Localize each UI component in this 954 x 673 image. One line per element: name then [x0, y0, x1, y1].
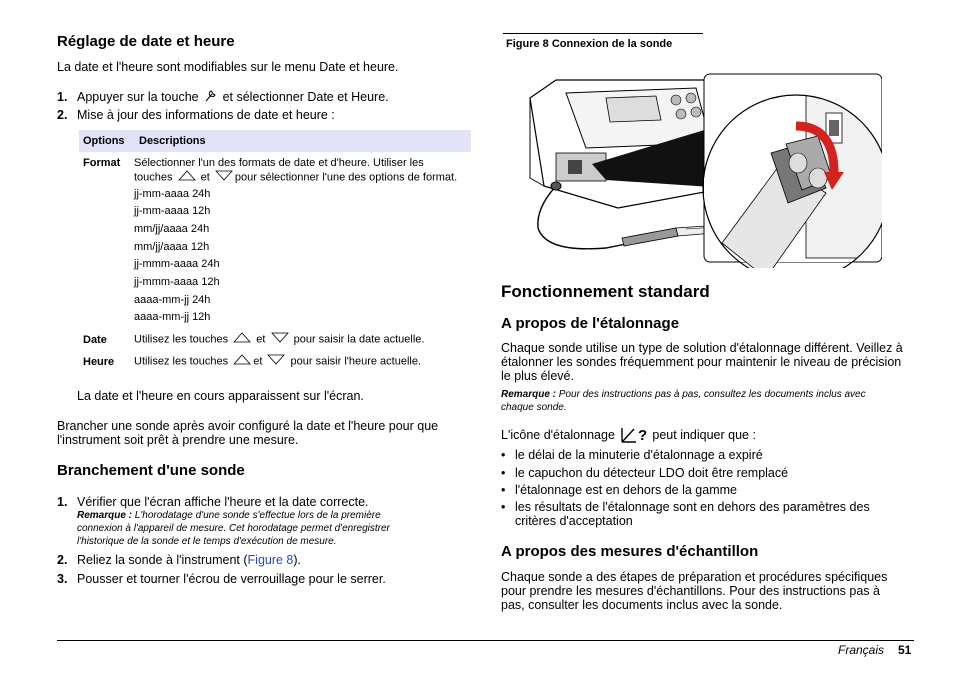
down-arrow-icon — [267, 354, 285, 369]
s2-note-line3: l'historique de la sonde et le temps d'exécution de mesure. — [77, 536, 337, 547]
section-title-branchement: Branchement d'une sonde — [57, 462, 245, 479]
s2-note-line2: connexion à l'appareil de mesure. Cet horodatage permet d'enregistrer — [77, 523, 390, 534]
format-option: aaaa-mm-jj 12h — [134, 311, 211, 323]
brancher-line2: l'instrument soit prêt à prendre une mesure. — [57, 433, 299, 447]
option-heure-label: Heure — [83, 356, 115, 368]
s2-note-line1: Remarque : L'horodatage d'une sonde s'effectue lors de la première — [77, 510, 381, 521]
wrench-icon — [204, 89, 217, 107]
etalonnage-line1: Chaque sonde utilise un type de solution d'étalonnage différent. Veillez à — [501, 341, 903, 355]
etalonnage-note-line1: Remarque : Pour des instructions pas à pas, consultez les documents inclus avec — [501, 389, 866, 400]
calibration-bullet-cont: critères d'acceptation — [515, 514, 633, 528]
figure-caption: Figure 8 Connexion de la sonde — [506, 38, 673, 50]
options-table — [79, 130, 471, 152]
figure-8-link[interactable]: Figure 8 — [247, 553, 294, 567]
up-arrow-icon — [233, 332, 251, 347]
s2-step-2: 2. Reliez la sonde à l'instrument (Figure 8). — [57, 553, 302, 567]
figure-top-rule — [503, 33, 703, 34]
format-option: aaaa-mm-jj 24h — [134, 294, 211, 306]
intro-text: La date et l'heure sont modifiables sur le menu Date et heure. — [57, 60, 399, 74]
footer-rule — [57, 640, 914, 641]
calibration-icon — [620, 424, 650, 448]
s2-step-3: 3. Pousser et tourner l'écrou de verrouillage pour le serrer. — [57, 572, 386, 586]
up-arrow-icon — [233, 354, 251, 369]
icon-line: L'icône d'étalonnage ? peut indiquer que : — [501, 424, 756, 448]
format-desc-line2: touches et pour sélectionner l'une des options de format. — [134, 171, 458, 184]
up-arrow-icon — [178, 170, 196, 185]
format-option: jj-mmm-aaaa 12h — [134, 276, 220, 288]
format-desc-line1: Sélectionner l'un des formats de date et d'heure. Utiliser les — [134, 157, 424, 169]
option-format-label: Format — [83, 157, 121, 169]
section-title-date-time: Réglage de date et heure — [57, 33, 235, 50]
step-2: 2. Mise à jour des informations de date et heure : — [57, 108, 335, 122]
calibration-bullet: • l'étalonnage est en dehors de la gamme — [501, 483, 737, 497]
subtitle-etalonnage: A propos de l'étalonnage — [501, 315, 680, 332]
etalonnage-note-line2: chaque sonde. — [501, 402, 567, 413]
after-table-text: La date et l'heure en cours apparaissent sur l'écran. — [77, 389, 364, 403]
subtitle-mesures: A propos des mesures d'échantillon — [501, 543, 759, 560]
date-desc: Utilisez les touches et pour saisir la date actuelle. — [134, 333, 425, 346]
option-date-label: Date — [83, 334, 107, 346]
format-option: jj-mm-aaaa 24h — [134, 188, 211, 200]
format-option: mm/jj/aaaa 12h — [134, 241, 210, 253]
s2-step-1: 1. Vérifier que l'écran affiche l'heure et la date correcte. — [57, 495, 369, 509]
calibration-bullet: • le délai de la minuterie d'étalonnage a expiré — [501, 448, 763, 462]
page-number: 51 — [898, 643, 912, 657]
section-title-fonctionnement: Fonctionnement standard — [501, 282, 710, 301]
brancher-line1: Brancher une sonde après avoir configuré la date et l'heure pour que — [57, 419, 439, 433]
svg-text:?: ? — [638, 427, 648, 444]
mesures-line1: Chaque sonde a des étapes de préparation et procédures spécifiques — [501, 570, 888, 584]
mesures-line2: pour prendre les mesures d'échantillons. Pour des instructions pas à — [501, 584, 880, 598]
col-options: Options — [79, 130, 135, 152]
mesures-line3: pas, consulter les documents inclus avec la sonde. — [501, 598, 783, 612]
format-option: jj-mm-aaaa 12h — [134, 205, 211, 217]
down-arrow-icon — [215, 170, 233, 185]
format-option: mm/jj/aaaa 24h — [134, 223, 210, 235]
calibration-bullet: • les résultats de l'étalonnage sont en dehors des paramètres des — [501, 500, 870, 514]
etalonnage-line2: étalonner les sondes fréquemment pour maintenir le niveau de précision — [501, 355, 902, 369]
col-descriptions: Descriptions — [135, 130, 471, 152]
etalonnage-line3: le plus élevé. — [501, 369, 574, 383]
step-1: 1. Appuyer sur la touche et sélectionner Date et Heure. — [57, 89, 389, 107]
down-arrow-icon — [271, 332, 289, 347]
format-option: jj-mmm-aaaa 24h — [134, 258, 220, 270]
footer-language: Français — [838, 643, 885, 657]
probe-connection-illustration — [526, 68, 882, 268]
calibration-bullet: • le capuchon du détecteur LDO doit être remplacé — [501, 466, 789, 480]
heure-desc: Utilisez les touches et pour saisir l'heure actuelle. — [134, 355, 422, 368]
